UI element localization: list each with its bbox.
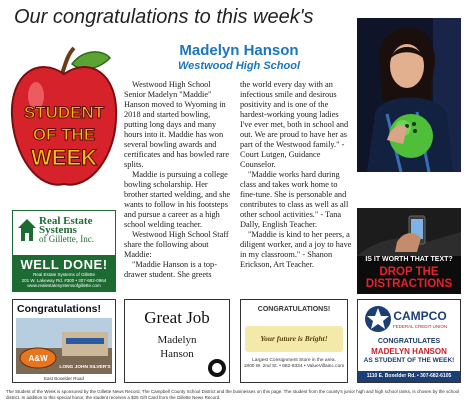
article-paragraph: Maddie is pursuing a college bowling scholarship. Her brother started welding, and she wants to follow in his footsteps and pursue a career as a high school welding teacher.	[124, 170, 231, 229]
campco-sub: AS STUDENT OF THE WEEK!	[363, 357, 455, 364]
aw-congrats-title: Congratulations!	[17, 303, 101, 315]
sponsor-logo-icon	[207, 358, 227, 378]
bright-subtitle: Your future is Bright!	[260, 334, 328, 343]
bright-address: 1800 W. 2nd St. • 682-8334 • ValueVillainc.com	[243, 364, 345, 369]
article-column-1	[124, 80, 232, 280]
real-estate-ad[interactable]	[12, 210, 116, 292]
phone-driving-image	[357, 208, 461, 256]
bright-store: Largest Consignment Store in the area.	[252, 358, 336, 363]
great-job-last-name: Hanson	[160, 348, 194, 360]
logo-line3: WEEK	[31, 145, 97, 170]
campco-address-bar: 1110 E. Boxelder Rd. • 307-682-6105	[358, 371, 460, 382]
logo-line1: STUDENT	[23, 103, 105, 122]
page-headline	[14, 6, 354, 29]
great-job-title: Great Job	[144, 308, 210, 327]
great-job-ad[interactable]	[124, 299, 230, 383]
well-done-text: WELL DONE!	[20, 257, 108, 272]
real-estate-title-line2: Systems	[39, 224, 77, 236]
campco-student-name: MADELYN HANSON	[371, 347, 447, 356]
real-estate-address: 201 W. Lakeway Rd. #300 • 307-682-0964	[21, 277, 107, 283]
drop-line2: DISTRACTIONS	[365, 278, 453, 290]
house-icon	[17, 217, 37, 243]
drop-line1: DROP THE	[379, 266, 439, 278]
real-estate-company: Real Estate Systems of Gillette	[32, 272, 96, 277]
real-estate-title-line3: of Gillette, Inc.	[39, 234, 94, 244]
bright-title: CONGRATULATIONS!	[257, 306, 331, 313]
ljs-logo-text: LONG JOHN SILVER'S	[59, 365, 111, 370]
headline-text: Our congratulations to this week's	[14, 6, 314, 28]
aw-logo-text: A&W	[28, 354, 48, 363]
real-estate-website[interactable]: www.realestatesystemsofgillette.com	[27, 283, 101, 288]
article-paragraph: Westwood High School Senior Madelyn "Maddie" Hanson moved to Wyoming in 2018 and started bowling, putting long days and many hours into it. Maddie has won several bowling awards and certificates and has bowled rare splits.	[124, 80, 230, 169]
student-photo	[357, 18, 461, 172]
article-paragraph: "Maddie works hard during class and takes work home to fine-tune. She is personable and contributes to class as well as all other school activities." - Tana Dally, English Teacher.	[240, 170, 349, 229]
student-school: Westwood High School	[177, 60, 300, 72]
footer-disclaimer: The Student of the Week is sponsored by the Gillette News Record, The Campbell County School District and the businesses on this page. The student from the county's junior high and high school ranks, is chosen by the school district. In addition to this special honor, the student receives a $25 Gift Card from the Gillette News Record.	[6, 389, 460, 400]
campco-logo	[364, 304, 456, 334]
student-name: Madelyn Hanson	[179, 42, 299, 59]
aw-address: East Boxelder Road	[43, 376, 85, 381]
article-paragraph: "Maddie Hanson is a top-drawer student. She greets	[124, 260, 217, 279]
consignment-ad[interactable]	[240, 299, 348, 383]
student-of-the-week-logo	[8, 44, 120, 194]
real-estate-title	[39, 217, 94, 244]
real-estate-title-line1: Real Estate	[39, 215, 93, 227]
article-paragraph: "Maddie is kind to her peers, a diligent worker, and a joy to have in my classroom." - Shanon Erickson, Art Teacher.	[240, 230, 352, 269]
article-column-2	[240, 80, 352, 270]
restaurant-image	[16, 318, 112, 374]
aw-ljs-ad[interactable]	[12, 299, 116, 383]
campco-brand: CAMPCO	[393, 309, 447, 323]
drop-headline	[359, 266, 459, 290]
campco-tagline: FEDERAL CREDIT UNION	[392, 324, 448, 329]
drop-question: IS IT WORTH THAT TEXT?	[365, 256, 453, 263]
bright-info	[241, 358, 347, 370]
campco-ad[interactable]	[357, 299, 461, 383]
campco-congrats: CONGRATULATES	[377, 338, 441, 345]
drop-distractions-ad[interactable]	[357, 208, 461, 294]
article-paragraph: Westwood High School Staff share the following about Maddie:	[124, 230, 229, 259]
logo-line2: OF THE	[32, 125, 96, 144]
great-job-first-name: Madelyn	[157, 334, 197, 346]
article-paragraph: the world every day with an infectious smile and desirous positivity and is one of the hardest-working young ladies I've ever met, both in school and out. We are proud to have her as part of the Westwood family." - Court Lutgen, Guidance Counselor.	[240, 80, 349, 169]
